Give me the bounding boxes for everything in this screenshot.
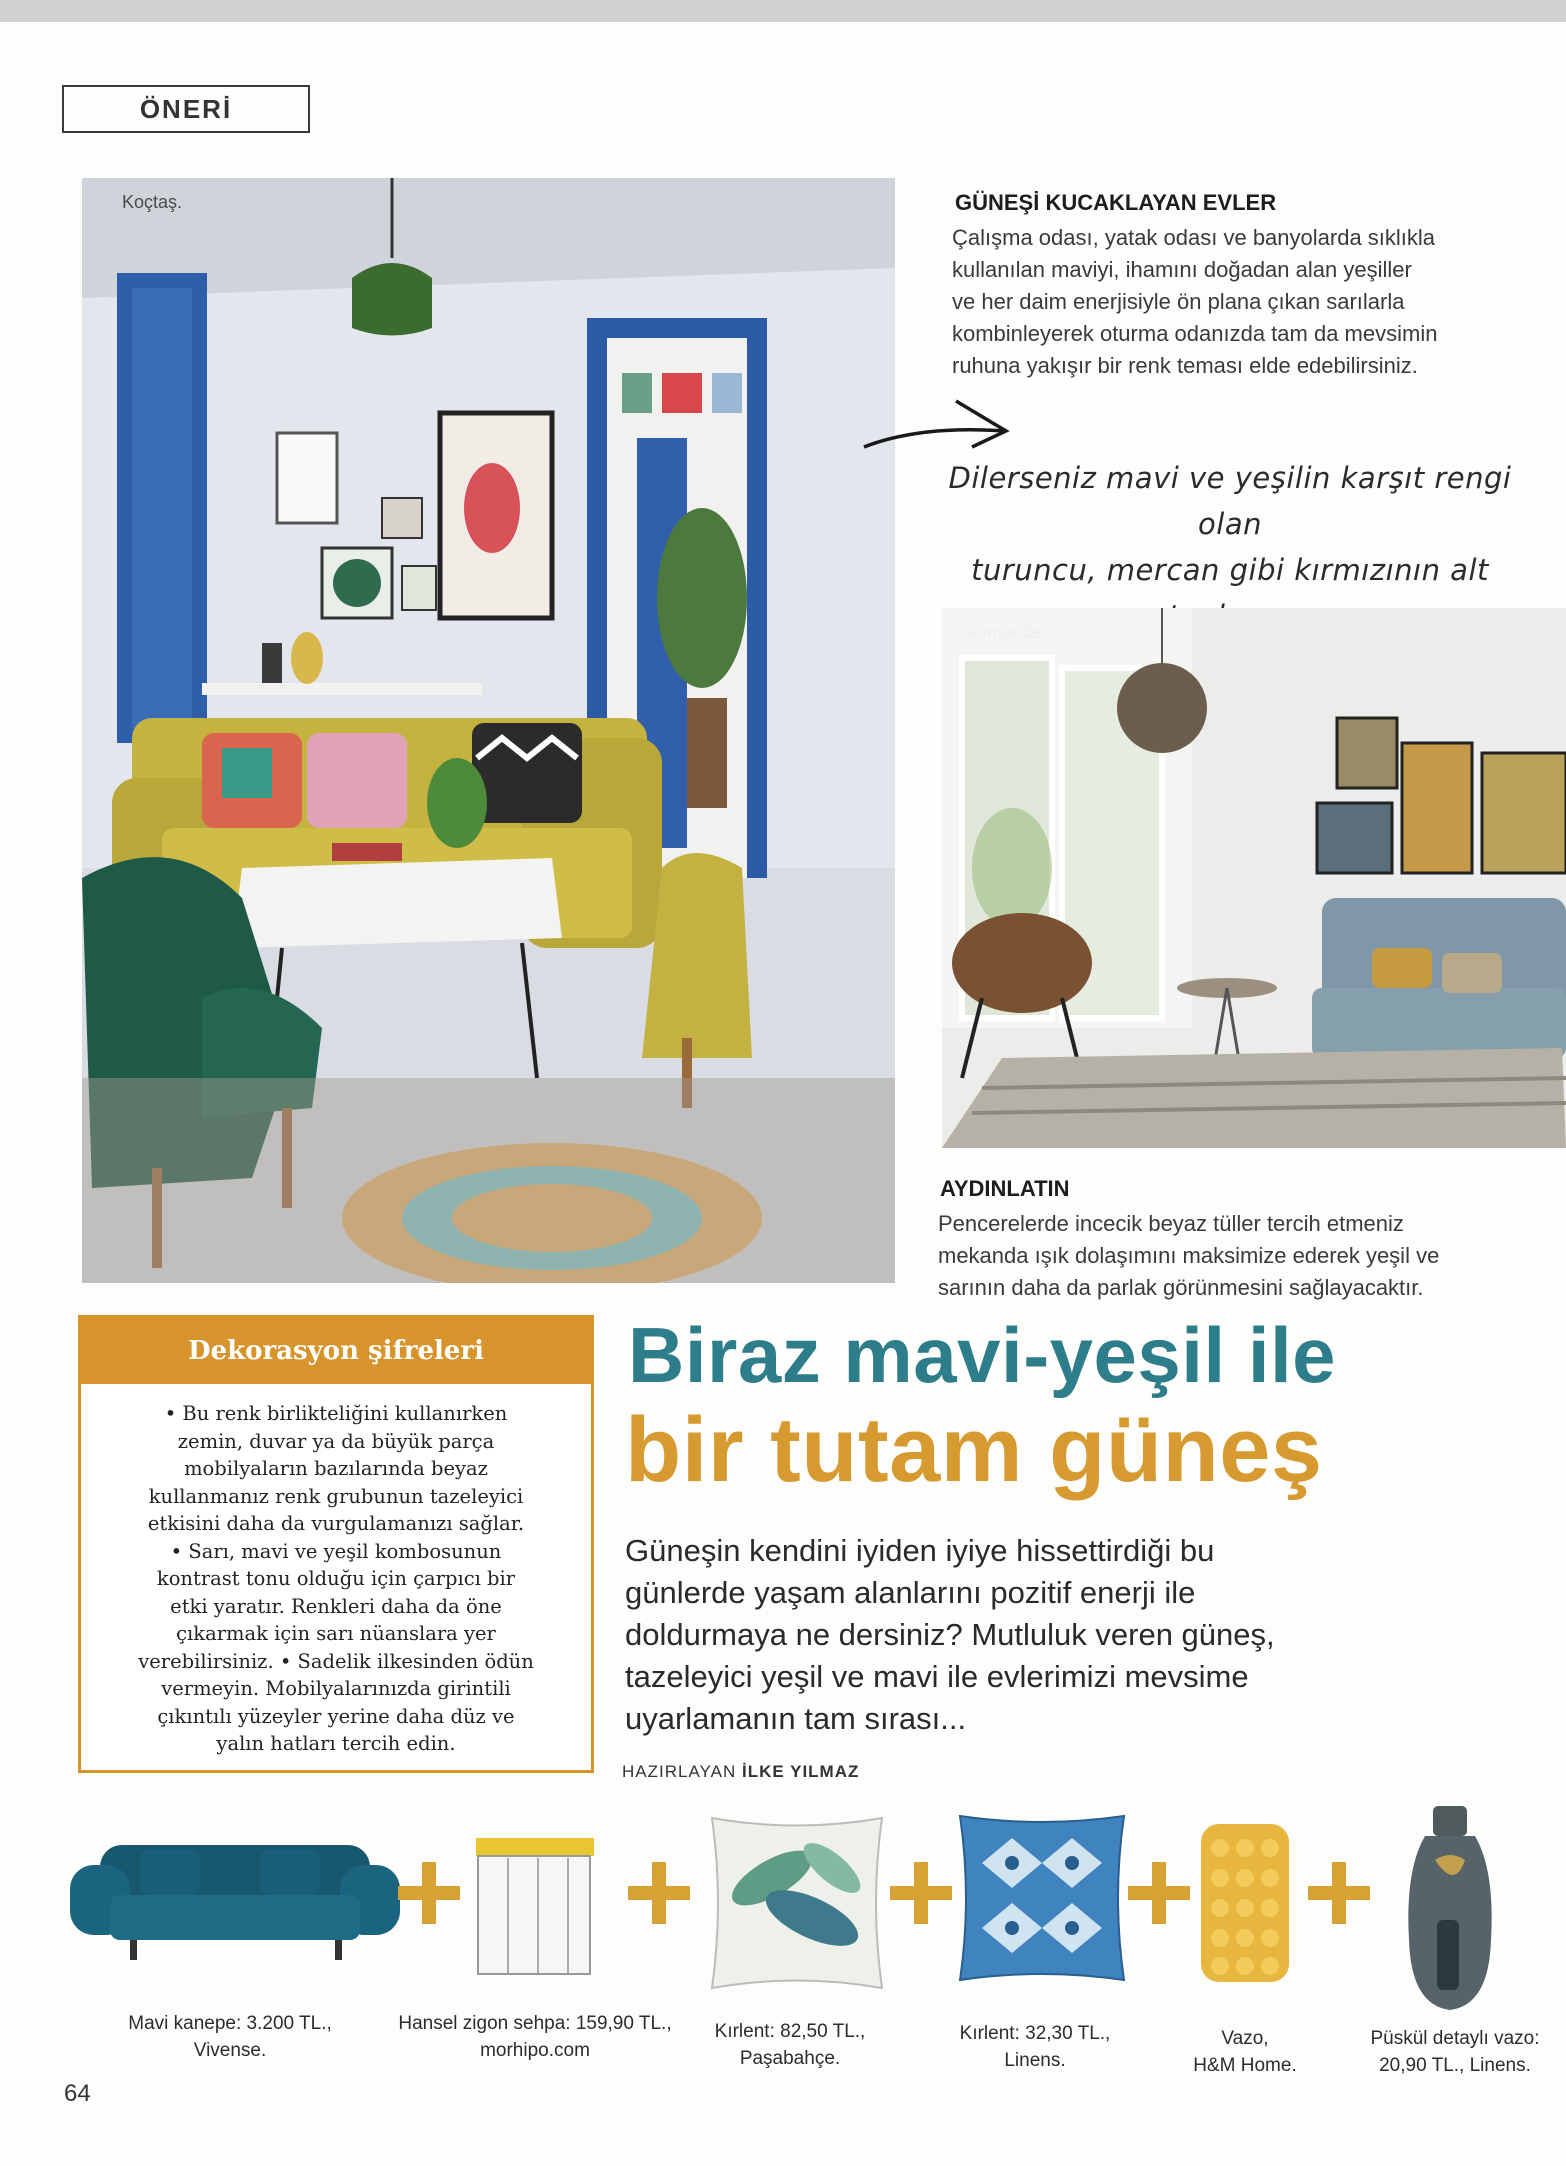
caption-line: Vivense. bbox=[193, 2040, 267, 2061]
page-number: 64 bbox=[64, 2080, 91, 2107]
tips-line: • Bu renk birlikteliğini kullanırken bbox=[164, 1402, 508, 1425]
lead-line: tazeleyici yeşil ve mavi ile evlerimizi mevsime bbox=[625, 1659, 1249, 1694]
leaf-cushion-icon bbox=[702, 1808, 892, 1998]
bright-room-illustration bbox=[942, 608, 1566, 1148]
tips-line: yalın hatları tercih edin. bbox=[216, 1732, 456, 1755]
block2-line: mekanda ışık dolaşımını maksimize ederek yeşil ve bbox=[938, 1243, 1440, 1268]
article-lead bbox=[625, 1530, 1385, 1740]
lead-line: doldurmaya ne dersiniz? Mutluluk veren güneş, bbox=[625, 1617, 1275, 1652]
tips-heading: Dekorasyon şifreleri bbox=[81, 1318, 591, 1384]
caption-line: Paşabahçe. bbox=[739, 2048, 841, 2069]
block1-line: kombinleyerek oturma odanızda tam da mevsimin bbox=[952, 321, 1438, 346]
handnote-line: Dilerseniz mavi ve yeşilin karşıt rengi olan bbox=[948, 461, 1512, 541]
caption-line: 20,90 TL., Linens. bbox=[1379, 2055, 1531, 2076]
plus-icon bbox=[890, 1862, 952, 1924]
product-caption bbox=[1345, 2025, 1565, 2079]
lead-line: Güneşin kendini iyiden iyiye hissettirdiği bu bbox=[625, 1533, 1215, 1568]
article-title-line2: bir tutam güneş bbox=[625, 1399, 1323, 1501]
lead-line: uyarlamanın tam sırası... bbox=[625, 1701, 967, 1736]
caption-line: Linens. bbox=[1004, 2050, 1066, 2071]
product-caption bbox=[100, 2010, 360, 2064]
tips-text bbox=[81, 1384, 591, 1758]
tips-line: etkisini daha da vurgulamanızı sağlar. bbox=[147, 1512, 525, 1535]
block2-line: sarının daha da parlak görünmesini sağlayacaktır. bbox=[938, 1275, 1424, 1300]
tips-line: çıkıntılı yüzeyler yerine daha düz ve bbox=[157, 1704, 515, 1728]
bright-room-photo bbox=[942, 608, 1566, 1148]
block1-line: ve her daim enerjisiyle ön plana çıkan sarılarla bbox=[952, 289, 1405, 314]
tassel-vase-icon bbox=[1395, 1800, 1505, 2015]
byline-name: İLKE YILMAZ bbox=[741, 1762, 860, 1781]
handnote-line: turuncu, mercan gibi kırmızının alt bbox=[971, 553, 1489, 587]
byline bbox=[622, 1762, 859, 1782]
ikat-cushion-icon bbox=[952, 1808, 1132, 1988]
living-room-photo bbox=[82, 178, 895, 1283]
block2-heading: AYDINLATIN bbox=[940, 1176, 1070, 1201]
product-caption bbox=[390, 2010, 680, 2064]
block1-line: Çalışma odası, yatak odası ve banyolarda sıklıkla bbox=[952, 225, 1436, 250]
caption-line: H&M Home. bbox=[1193, 2055, 1297, 2076]
photo-credit-komar: komar.de bbox=[968, 622, 1043, 642]
caption-line: Mavi kanepe: 3.200 TL., bbox=[128, 2013, 332, 2034]
tips-line: vermeyin. Mobilyalarınızda girintili bbox=[161, 1677, 511, 1700]
caption-line: morhipo.com bbox=[480, 2040, 590, 2061]
caption-line: Hansel zigon sehpa: 159,90 TL., bbox=[398, 2013, 672, 2034]
tips-line: çıkarmak için sarı nüanslara yer bbox=[176, 1622, 496, 1645]
caption-line: Püskül detaylı vazo: bbox=[1370, 2028, 1540, 2049]
block1-line: kullanılan maviyi, ihamını doğadan alan yeşiller bbox=[952, 257, 1412, 282]
block2-text bbox=[938, 1208, 1548, 1304]
plus-icon bbox=[398, 1862, 460, 1924]
blue-sofa-icon bbox=[70, 1825, 400, 1965]
caption-line: Kırlent: 82,50 TL., bbox=[714, 2021, 866, 2042]
block2-line: Pencerelerde incecik beyaz tüller tercih etmeniz bbox=[938, 1211, 1404, 1236]
product-caption bbox=[1150, 2025, 1340, 2079]
byline-prefix: HAZIRLAYAN bbox=[622, 1762, 737, 1781]
plus-icon bbox=[628, 1862, 690, 1924]
yellow-vase-icon bbox=[1195, 1818, 1295, 1988]
block1-line: ruhuna yakışır bir renk teması elde edebilirsiniz. bbox=[952, 353, 1418, 378]
product-caption bbox=[935, 2020, 1135, 2074]
plus-icon bbox=[1128, 1862, 1190, 1924]
tips-line: verebilirsiniz. • Sadelik ilkesinden ödün bbox=[138, 1649, 534, 1673]
block1-text bbox=[952, 222, 1532, 382]
tips-box bbox=[78, 1315, 594, 1773]
tips-line: kontrast tonu olduğu için çarpıcı bir bbox=[156, 1567, 516, 1590]
tips-line: kullanmanız renk grubunun tazeleyici bbox=[148, 1484, 524, 1508]
tips-line: etki yaratır. Renkleri daha da öne bbox=[170, 1594, 502, 1618]
arrow-icon bbox=[860, 395, 1020, 455]
nesting-table-icon bbox=[468, 1818, 608, 1978]
caption-line: Vazo, bbox=[1221, 2028, 1269, 2049]
photo-credit-koctas: Koçtaş. bbox=[122, 192, 183, 212]
living-room-illustration bbox=[82, 178, 895, 1283]
section-label: ÖNERİ bbox=[62, 85, 310, 133]
plus-icon bbox=[1308, 1862, 1370, 1924]
article-title-line1: Biraz mavi-yeşil ile bbox=[628, 1311, 1337, 1399]
product-caption bbox=[690, 2018, 890, 2072]
tips-line: • Sarı, mavi ve yeşil kombosunun bbox=[170, 1539, 502, 1563]
block1-heading: GÜNEŞİ KUCAKLAYAN EVLER bbox=[955, 190, 1277, 215]
tips-line: mobilyaların bazılarında beyaz bbox=[184, 1457, 488, 1480]
caption-line: Kırlent: 32,30 TL., bbox=[959, 2023, 1111, 2044]
tips-line: zemin, duvar ya da büyük parça bbox=[177, 1429, 495, 1453]
lead-line: günlerde yaşam alanlarını pozitif enerji ile bbox=[625, 1575, 1196, 1610]
scan-top-edge bbox=[0, 0, 1566, 22]
